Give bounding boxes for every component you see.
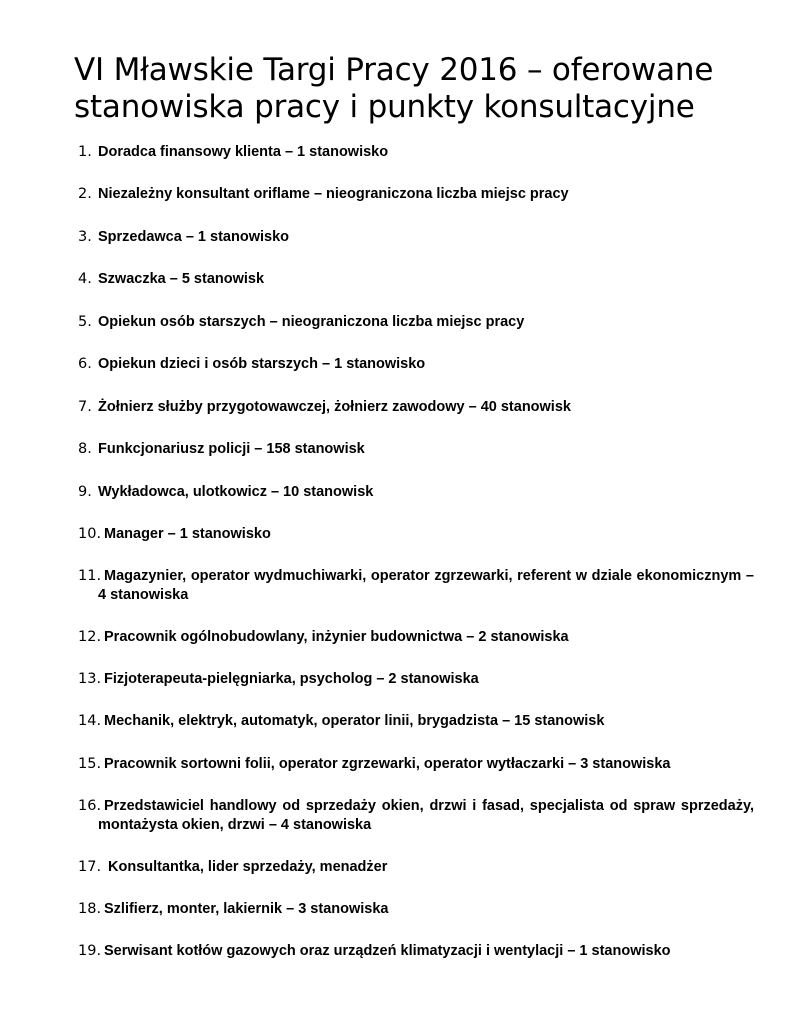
title-line-1: VI Mławskie Targi Pracy 2016 – oferowane — [74, 52, 714, 88]
list-item-text: Niezależny konsultant oriflame – nieograniczona liczba miejsc pracy — [98, 186, 569, 202]
list-item — [74, 440, 754, 459]
list-item-text: Doradca finansowy klienta – 1 stanowisko — [98, 144, 389, 160]
list-item — [74, 900, 754, 919]
list-item — [74, 228, 754, 247]
list-item-number: 14. — [78, 713, 102, 729]
list-item — [74, 270, 754, 289]
list-item — [74, 483, 754, 502]
list-item — [74, 313, 754, 332]
list-item-number: 1. — [78, 144, 92, 160]
list-item — [74, 355, 754, 374]
list-item-number: 5. — [78, 314, 92, 330]
list-item-number: 12. — [78, 629, 102, 645]
list-item-number: 17. — [78, 859, 102, 875]
list-item — [74, 858, 754, 877]
list-item-text: Szlifierz, monter, lakiernik – 3 stanowiska — [104, 901, 389, 917]
list-item-number: 6. — [78, 356, 92, 372]
list-item-number: 15. — [78, 756, 102, 772]
list-item — [74, 567, 754, 605]
list-item-number: 19. — [78, 943, 102, 959]
list-item-number: 9. — [78, 484, 92, 500]
list-item-text: Opiekun dzieci i osób starszych – 1 stanowisko — [98, 356, 426, 372]
list-item-text: Serwisant kotłów gazowych oraz urządzeń klimatyzacji i wentylacji – 1 stanowisko — [104, 943, 671, 959]
list-item-number: 2. — [78, 186, 92, 202]
list-item-number: 3. — [78, 229, 92, 245]
page-title — [74, 52, 764, 126]
list-item-text: Konsultantka, lider sprzedaży, menadżer — [104, 859, 388, 875]
title-line-2: stanowiska pracy i punkty konsultacyjne — [74, 89, 695, 125]
list-item-text: Fizjoterapeuta-pielęgniarka, psycholog – 2 stanowiska — [104, 671, 479, 687]
list-item-number: 10. — [78, 526, 102, 542]
list-item-text: Magazynier, operator wydmuchiwarki, operator zgrzewarki, referent w dziale ekonomicznym – 4 stanowiska — [98, 568, 754, 603]
list-item-text: Manager – 1 stanowisko — [104, 526, 271, 542]
list-item — [74, 143, 754, 162]
list-item-text: Szwaczka – 5 stanowisk — [98, 271, 265, 287]
list-item-number: 18. — [78, 901, 102, 917]
list-item-text: Pracownik sortowni folii, operator zgrzewarki, operator wytłaczarki – 3 stanowiska — [104, 756, 671, 772]
list-item-text: Opiekun osób starszych – nieograniczona liczba miejsc pracy — [98, 314, 525, 330]
list-item — [74, 398, 754, 417]
list-item — [74, 797, 754, 835]
list-item-number: 11. — [78, 568, 102, 584]
list-item — [74, 525, 754, 544]
list-item-number: 16. — [78, 798, 102, 814]
list-item — [74, 712, 754, 731]
list-item — [74, 670, 754, 689]
list-item-number: 4. — [78, 271, 92, 287]
list-item-text: Wykładowca, ulotkowicz – 10 stanowisk — [98, 484, 374, 500]
list-item-text: Żołnierz służby przygotowawczej, żołnierz zawodowy – 40 stanowisk — [98, 399, 571, 415]
list-item-number: 7. — [78, 399, 92, 415]
list-item-text: Przedstawiciel handlowy od sprzedaży okien, drzwi i fasad, specjalista od spraw sprzedaży, montażysta okien, drzwi – 4 stanowiska — [98, 798, 754, 833]
list-item-text: Funkcjonariusz policji – 158 stanowisk — [98, 441, 365, 457]
list-item-text: Mechanik, elektryk, automatyk, operator linii, brygadzista – 15 stanowisk — [104, 713, 605, 729]
list-item-text: Pracownik ogólnobudowlany, inżynier budownictwa – 2 stanowiska — [104, 629, 569, 645]
list-item — [74, 942, 754, 961]
list-item-text: Sprzedawca – 1 stanowisko — [98, 229, 289, 245]
list-item-number: 13. — [78, 671, 102, 687]
list-item — [74, 628, 754, 647]
list-item — [74, 185, 754, 204]
list-item — [74, 755, 754, 774]
list-item-number: 8. — [78, 441, 92, 457]
